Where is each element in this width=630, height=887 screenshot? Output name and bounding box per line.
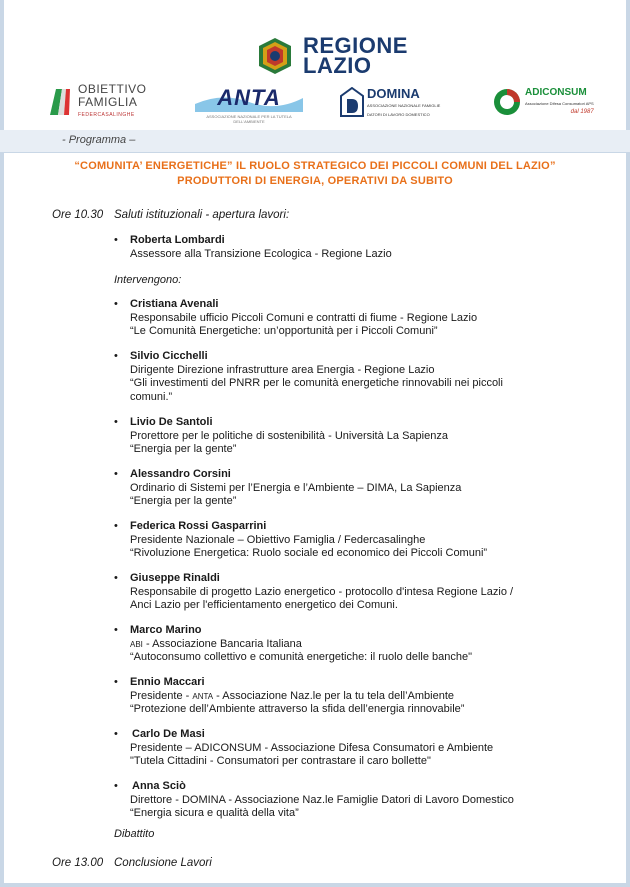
role-suffix: - Associazione Naz.le per la tu tela dell’Ambiente (213, 689, 455, 702)
speaker-marino (114, 624, 614, 665)
page-edge-bottom (0, 883, 630, 887)
speaker-rossi-gasparrini (114, 520, 614, 561)
speaker-talk: “Gli investimenti del PNRR per le comunità energetiche rinnovabili nei piccoli (130, 377, 503, 389)
bullet-icon: • (114, 298, 118, 310)
abi-acronym: ABI (130, 639, 143, 649)
speaker-name: Alessandro Corsini (130, 468, 231, 480)
speaker-de-santoli (114, 416, 614, 457)
bullet-icon: • (114, 676, 118, 688)
regione-lazio-logo (255, 33, 408, 78)
speaker-talk: “Autoconsumo collettivo e comunità energetiche: il ruolo delle banche" (130, 651, 473, 663)
programma-label: - Programma – (62, 134, 136, 146)
regione-line1: REGIONE (303, 33, 408, 58)
speaker-talk: “Energia per la gente” (130, 443, 237, 455)
domina-sub-line2: DATORI DI LAVORO DOMESTICO (367, 111, 430, 117)
regione-emblem-icon (255, 36, 295, 76)
famiglia-line: FAMIGLIA (78, 94, 138, 109)
speaker-role: Responsabile ufficio Piccoli Comuni e contratti di fiume - Regione Lazio (130, 311, 478, 324)
speaker-role: Direttore - DOMINA - Associazione Naz.le Famiglie Datori di Lavoro Domestico (130, 793, 514, 806)
obiettivo-line: OBIETTIVO (78, 81, 147, 96)
bullet-icon: • (114, 416, 118, 428)
speaker-role: Responsabile di progetto Lazio energetico - protocollo d'intesa Regione Lazio / (130, 585, 514, 598)
obiettivo-famiglia-logo (46, 81, 156, 120)
speaker-role: Assessore alla Transizione Ecologica - Regione Lazio (130, 247, 392, 260)
speaker-role-cont: Anci Lazio per l'efficientamento energetico dei Comuni. (130, 599, 398, 611)
bullet-icon: • (114, 350, 118, 362)
agenda-end-row (52, 856, 212, 871)
adiconsum-subtitle: Associazione Difesa Consumatori APS (525, 101, 594, 106)
event-title-line1: “COMUNITA’ ENERGETICHE” IL RUOLO STRATEGICO DEI PICCOLI COMUNI DEL LAZIO” (74, 160, 556, 172)
speaker-name: Silvio Cicchelli (130, 350, 208, 362)
speaker-name: Roberta Lombardi (130, 234, 225, 246)
speaker-name: Anna Sciò (132, 780, 186, 792)
speaker-name: Marco Marino (130, 624, 202, 636)
bullet-icon: • (114, 234, 118, 246)
speaker-role: Presidente Nazionale – Obiettivo Famiglia / Federcasalinghe (130, 533, 426, 546)
anta-acronym: ANTA (192, 691, 214, 701)
obiettivo-famiglia-emblem-icon (46, 85, 72, 119)
speaker-talk: “Le Comunità Energetiche: un’opportunità per i Piccoli Comuni” (130, 325, 438, 337)
bullet-icon: • (114, 624, 118, 636)
speaker-name: Giuseppe Rinaldi (130, 572, 220, 584)
bullet-icon: • (114, 572, 118, 584)
welcome-speaker (114, 234, 614, 261)
speaker-scio (114, 780, 614, 821)
adiconsum-name: ADICONSUM (525, 87, 587, 98)
domina-sub-line1: ASSOCIAZIONE NAZIONALE FAMIGLIE (367, 102, 441, 108)
role-prefix: Presidente - (130, 689, 193, 702)
speaker-name: Cristiana Avenali (130, 298, 219, 310)
speaker-name: Federica Rossi Gasparrini (130, 520, 267, 532)
intervengono-label: Intervengono: (114, 274, 182, 286)
speaker-talk: “Rivoluzione Energetica: Ruolo sociale ed economico dei Piccoli Comuni” (130, 547, 488, 559)
anta-name: ANTA (217, 85, 281, 110)
dibattito-label: Dibattito (114, 828, 155, 840)
speaker-name: Carlo De Masi (132, 728, 205, 740)
speaker-role: Presidente – ADICONSUM - Associazione Difesa Consumatori e Ambiente (130, 741, 494, 754)
agenda-start-row (52, 208, 289, 223)
speaker-talk: “Energia sicura e qualità della vita” (130, 807, 299, 819)
speaker-de-masi (114, 728, 614, 769)
bullet-icon: • (114, 468, 118, 480)
domina-emblem-icon (340, 87, 364, 117)
start-time: Ore 10.30 (52, 209, 104, 221)
anta-subtitle: ASSOCIAZIONE NAZIONALE PER LA TUTELA DELL'AMBIENTE (206, 114, 292, 124)
anta-logo (195, 84, 303, 124)
speaker-role (130, 638, 614, 652)
start-event: Saluti istituzionali - apertura lavori: (114, 209, 290, 221)
adiconsum-emblem-icon (493, 88, 521, 116)
regione-line2: LAZIO (303, 53, 372, 78)
event-title-line2: PRODUTTORI DI ENERGIA, OPERATIVI DA SUBITO (177, 175, 453, 187)
domina-logo (340, 84, 460, 120)
domina-name: DOMINA (367, 85, 420, 101)
speaker-role: Ordinario di Sistemi per l’Energia e l’Ambiente – DIMA, La Sapienza (130, 481, 462, 494)
speaker-rinaldi (114, 572, 614, 613)
speaker-role: Dirigente Direzione infrastrutture area Energia - Regione Lazio (130, 363, 435, 376)
end-time: Ore 13.00 (52, 857, 104, 869)
bullet-icon: • (114, 780, 118, 792)
adiconsum-since: dal 1987 (570, 109, 594, 115)
bullet-icon: • (114, 728, 118, 740)
speaker-role (130, 690, 614, 704)
end-event: Conclusione Lavori (114, 857, 212, 869)
speaker-corsini (114, 468, 614, 509)
adiconsum-logo (493, 84, 597, 120)
speaker-talk: "Tutela Cittadini - Consumatori per contrastare il caro bollette" (130, 755, 431, 767)
bullet-icon: • (114, 520, 118, 532)
federcasalinghe-line: FEDERCASALINGHE (78, 111, 135, 118)
speaker-role: Prorettore per le politiche di sostenibilità - Università La Sapienza (130, 429, 448, 442)
speaker-name: Ennio Maccari (130, 676, 205, 688)
speaker-maccari (114, 676, 614, 717)
speaker-avenali (114, 298, 614, 339)
speaker-talk: “Protezione dell’Ambiente attraverso la sfida dell’energia rinnovabile” (130, 703, 465, 715)
speaker-talk: “Energia per la gente” (130, 495, 237, 507)
speaker-talk-cont: comuni.” (130, 390, 173, 403)
speaker-cicchelli (114, 350, 614, 404)
abi-name: - Associazione Bancaria Italiana (142, 637, 302, 650)
speaker-name: Livio De Santoli (130, 416, 213, 428)
